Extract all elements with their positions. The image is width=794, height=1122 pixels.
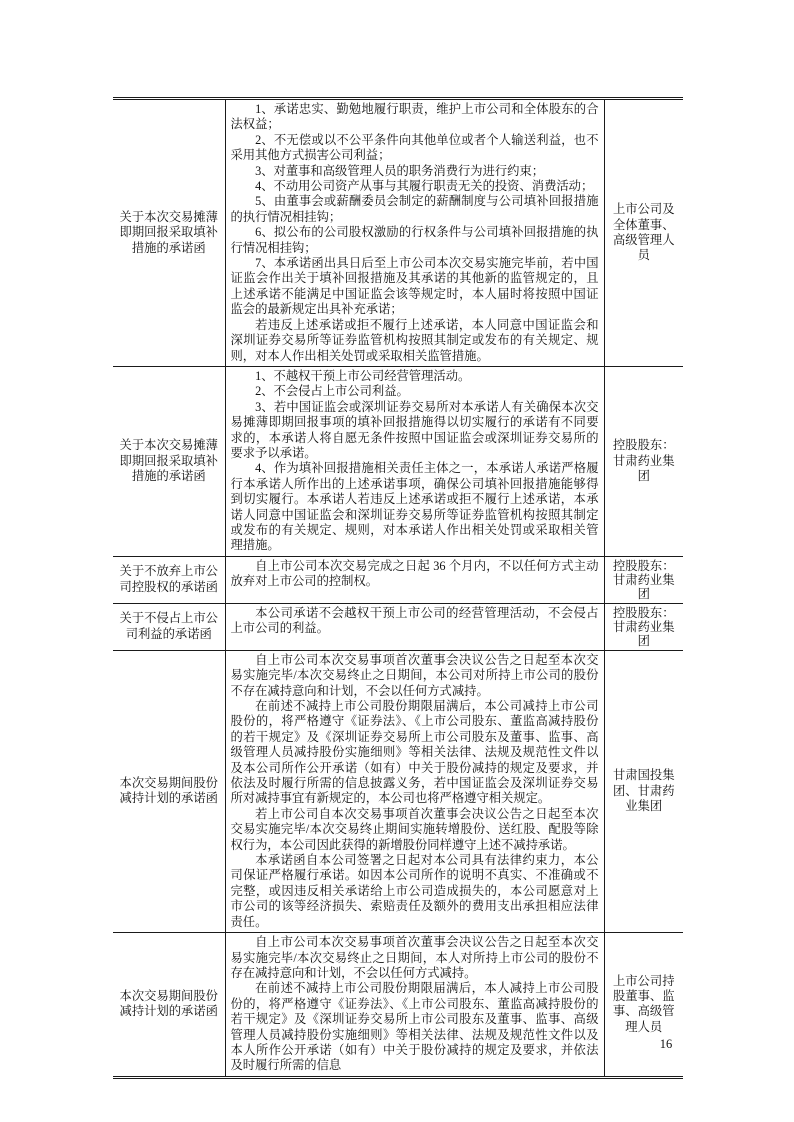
commitment-paragraph: 自上市公司本次交易事项首次董事会决议公告之日起至本次交易实施完毕/本次交易终止之日期间，本人对所持上市公司的股份不存在减持意向和计划，不会以任何方式减持。 (230, 935, 599, 980)
commitment-content-cell (225, 99, 604, 367)
commitment-party-cell: 控股股东：甘肃药业集团 (604, 556, 683, 603)
commitment-party-cell: 上市公司及全体董事、高级管理人员 (613, 202, 675, 263)
commitment-party-cell: 甘肃国投集团、甘肃药业集团 (604, 650, 683, 932)
commitment-paragraph: 若违反上述承诺或拒不履行上述承诺，本人同意中国证监会和深圳证券交易所等证券监管机构按照其制定或发布的有关规定、规则，对本人作出相关处罚或采取相关监管措施。 (230, 317, 599, 363)
commitment-row (113, 99, 683, 367)
commitment-party-cell: 控股股东：甘肃药业集团 (604, 603, 683, 650)
commitment-content-cell (225, 366, 604, 556)
commitment-name-cell: 关于本次交易摊薄即期回报采取填补措施的承诺函 (113, 99, 225, 367)
page-number: 16 (659, 1037, 673, 1051)
commitment-paragraph: 4、不动用公司资产从事与其履行职责无关的投资、消费活动； (255, 179, 594, 194)
commitment-name-cell: 关于不放弃上市公司控股权的承诺函 (113, 556, 225, 603)
commitment-content-cell (225, 556, 604, 603)
commitment-paragraph: 5、由董事会或薪酬委员会制定的薪酬制度与公司填补回报措施的执行情况相挂钩； (230, 194, 599, 224)
commitment-paragraph: 3、若中国证监会或深圳证券交易所对本承诺人有关确保本次交易摊薄即期回报事项的填补回报措施得以切实履行的承诺有不同要求的，本承诺人将自愿无条件按照中国证监会或深圳证券交易所的要求予以承诺。 (230, 399, 599, 460)
commitment-paragraph: 1、不越权干预上市公司经营管理活动。 (255, 368, 471, 383)
commitment-paragraph: 自上市公司本次交易完成之日起 36 个月内，不以任何方式主动放弃对上市公司的控制权。 (230, 558, 599, 589)
commitment-row (113, 366, 683, 556)
commitments-table (113, 97, 683, 1079)
commitment-paragraph: 2、不无偿或以不公平条件向其他单位或者个人输送利益，也不采用其他方式损害公司利益； (230, 132, 599, 163)
commitment-party-cell: 控股股东：甘肃药业集团 (604, 366, 683, 556)
commitment-name-cell: 本次交易期间股份减持计划的承诺函 (113, 933, 225, 1078)
commitment-paragraph: 6、拟公布的公司股权激励的行权条件与公司填补回报措施的执行情况相挂钩； (230, 225, 599, 255)
commitment-paragraph: 4、作为填补回报措施相关责任主体之一，本承诺人承诺严格履行本承诺人所作出的上述承诺事项，确保公司填补回报措施能够得到切实履行。本承诺人若违反上述承诺或拒不履行上述承诺，本承诺人同意中国证监会和深圳证券交易所等证券监管机构按照其制定或发布的有关规定、规则，对本承诺人作出相关处罚或采取相关管理措施。 (230, 461, 599, 553)
commitment-paragraph: 在前述不减持上市公司股份期限届满后，本公司减持上市公司股份的，将严格遵守《证券法》、《上市公司股东、董监高减持股份的若干规定》及《深圳证券交易所上市公司股东及董事、监事、高级管理人员减持股份实施细则》等相关法律、法规及规范性文件以及本公司所作公开承诺（如有）中关于股份减持的规定及要求，并依法及时履行所需的信息披露义务，若中国证监会及深圳证券交易所对减持事宜有新规定的，本公司也将严格遵守相关规定。 (230, 699, 599, 806)
commitment-row (113, 650, 683, 932)
commitment-paragraph: 1、承诺忠实、勤勉地履行职责，维护上市公司和全体股东的合法权益； (230, 102, 599, 132)
commitment-party-cell: 上市公司持股董事、监事、高级管理人员 (604, 933, 683, 1078)
commitment-row (113, 933, 683, 1078)
commitment-name-cell: 关于不侵占上市公司利益的承诺函 (113, 603, 225, 650)
commitment-paragraph: 本公司承诺不会越权干预上市公司的经营管理活动，不会侵占上市公司的利益。 (230, 605, 599, 636)
commitment-paragraph: 在前述不减持上市公司股份期限届满后，本人减持上市公司股份的，将严格遵守《证券法》、《上市公司股东、董监高减持股份的若干规定》及《深圳证券交易所上市公司股东及董事、监事、高级管理人员减持股份实施细则》等相关法律、法规及规范性文件以及本人所作公开承诺（如有）中关于股份减持的规定及要求，并依法及时履行所需的信息 (230, 981, 599, 1073)
commitment-row (113, 556, 683, 603)
commitment-paragraph: 2、不会侵占上市公司利益。 (255, 384, 409, 399)
commitment-paragraph: 若上市公司自本次交易事项首次董事会决议公告之日起至本次交易实施完毕/本次交易终止期间实施转增股份、送红股、配股等除权行为，本公司因此获得的新增股份同样遵守上述不减持承诺。 (230, 806, 599, 852)
commitment-content-cell (225, 933, 604, 1078)
commitment-row (113, 603, 683, 650)
commitment-paragraph: 7、本承诺函出具日后至上市公司本次交易实施完毕前，若中国证监会作出关于填补回报措施及其承诺的其他新的监管规定的，且上述承诺不能满足中国证监会该等规定时，本人届时将按照中国证监会的最新规定出具补充承诺； (230, 256, 599, 317)
commitments-table-body (113, 99, 683, 1078)
commitment-content-cell (225, 650, 604, 932)
commitment-paragraph: 自上市公司本次交易事项首次董事会决议公告之日起至本次交易实施完毕/本次交易终止之日期间，本公司对所持上市公司的股份不存在减持意向和计划，不会以任何方式减持。 (230, 652, 599, 698)
commitment-paragraph: 3、对董事和高级管理人员的职务消费行为进行约束； (255, 163, 545, 178)
commitment-name-cell: 关于本次交易摊薄即期回报采取填补措施的承诺函 (113, 366, 225, 556)
commitment-paragraph: 本承诺函自本公司签署之日起对本公司具有法律约束力，本公司保证严格履行承诺。如因本公司所作的说明不真实、不准确或不完整，或因违反相关承诺给上市公司造成损失的，本公司愿意对上市公司的该等经济损失、索赔责任及额外的费用支出承担相应法律责任。 (230, 853, 599, 929)
commitment-name-cell: 本次交易期间股份减持计划的承诺函 (113, 650, 225, 932)
commitment-content-cell (225, 603, 604, 650)
